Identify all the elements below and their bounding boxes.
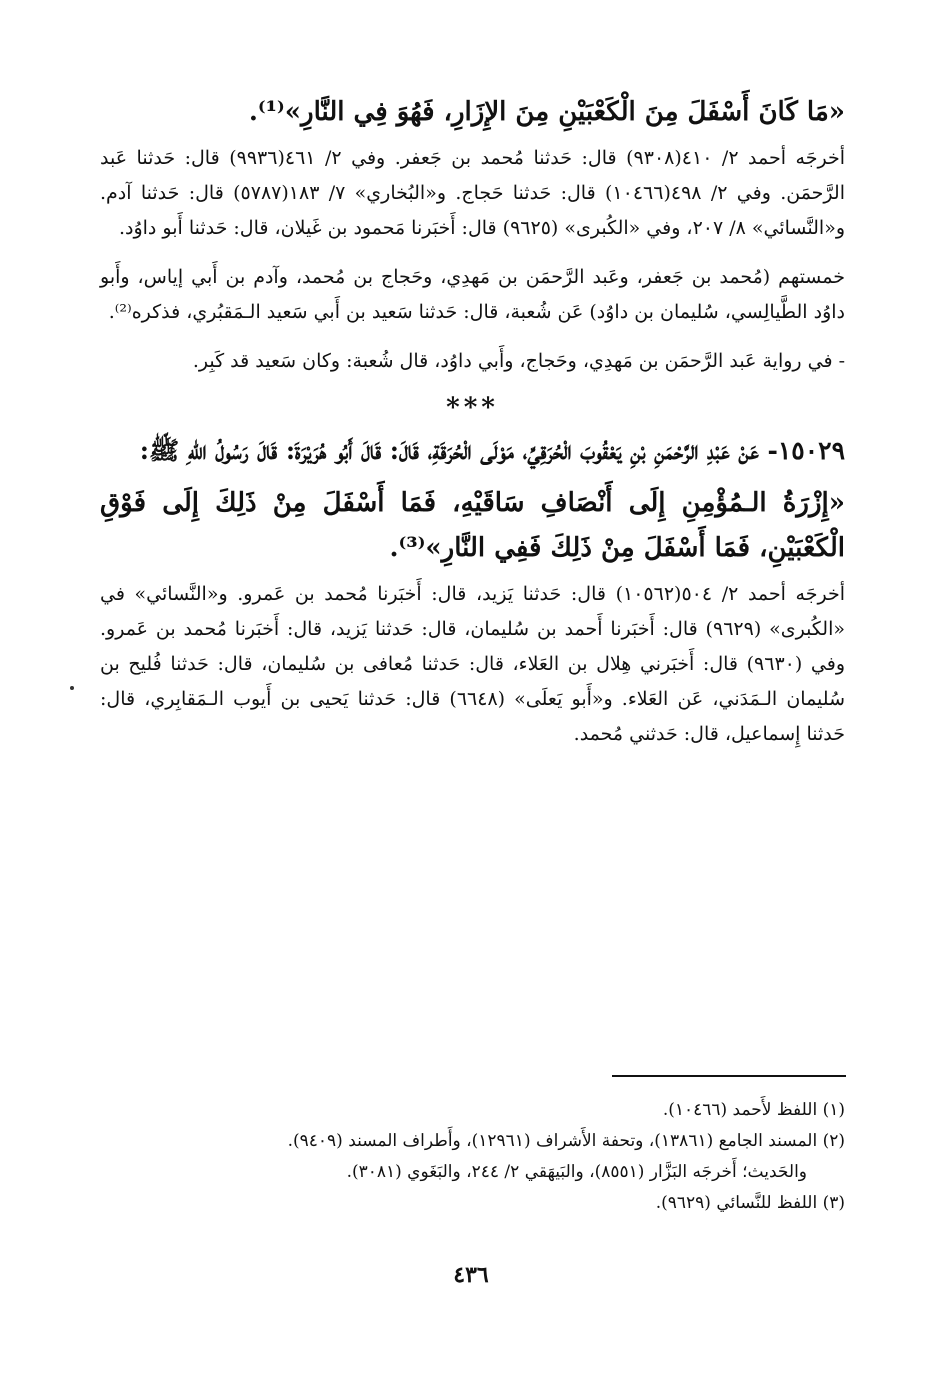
page-body <box>100 90 845 766</box>
footnotes <box>100 1095 845 1219</box>
footnote-3: (٣) اللفظ للنَّسائي (٩٦٢٩). <box>655 1193 845 1213</box>
footnote-1: (١) اللفظ لأَحمد (١٠٤٦٦). <box>662 1100 845 1120</box>
hadith-text-first: «مَا كَانَ أَسْفَلَ مِنَ الْكَعْبَيْنِ مِنَ الإِزَارِ، فَهُوَ فِي النَّارِ»⁽¹⁾. <box>248 97 845 127</box>
hadith-text-second: «إِزْرَةُ الـمُؤْمِنِ إِلَى أَنْصَافِ سَاقَيْهِ، فَمَا أَسْفَلَ مِنْ ذَلِكَ إِلَى فَوْقِ الْكَعْبَيْنِ، فَمَا أَسْفَلَ مِنْ ذَلِكَ فَفِي النَّارِ»⁽³⁾. <box>100 488 845 563</box>
footnote-divider <box>612 1075 846 1077</box>
footnote-2-continuation: والحَديث؛ أَخرجَه البَزَّار (٨٥٥١)، والبَيهَقي ٢/ ٢٤٤، والبَغَوي (٣٠٨١). <box>346 1162 807 1182</box>
section-break-stars: *** <box>446 393 499 423</box>
narration-note-paragraph: - في رواية عَبد الرَّحمَن بن مَهدِي، وحَجاج، وأَبي داوُد، قال شُعبة: وكان سَعيد قد كَبِر. <box>192 350 845 372</box>
footnote-2: (٢) المسند الجامع (١٣٨٦١)، وتحفة الأَشراف (١٢٩٦١)، وأَطراف المسند (٩٤٠٩). <box>287 1131 845 1151</box>
hadith-intro: ١٥٠٢٩- عَنْ عَبْدِ الرَّحْمَنِ بْنِ يَعْقُوبَ الْحُرَقِيِّ، مَوْلَى الْحُرَقَةِ، قَالَ: قَالَ أَبُو هُرَيْرَةَ: قَالَ رَسُولُ اللهِ ﷺ: <box>139 436 845 465</box>
isnad-summary-paragraph: خمستهم (مُحمد بن جَعفر، وعَبد الرَّحمَن بن مَهدِي، وحَجاج بن مُحمد، وآدم بن أَبي إياس، وأَبو داوُد الطَّيالِسي، سُليمان بن داوُد) عَن شُعبة، قال: حَدثنا سَعيد بن أَبي سَعيد الـمَقبُري، فذكره⁽²⁾. <box>100 266 845 323</box>
margin-speck <box>70 686 74 690</box>
takhrij-paragraph: أخرجَه أحمد ٢/ ٤١٠(٩٣٠٨) قال: حَدثنا مُحمد بن جَعفر. وفي ٢/ ٤٦١(٩٩٣٦) قال: حَدثنا عَبد الرَّحمَن. وفي ٢/ ٤٩٨(١٠٤٦٦) قال: حَدثنا حَجاج. و«البُخاري» ٧/ ١٨٣(٥٧٨٧) قال: حَدثنا آدم. و«النَّسائي» ٨/ ٢٠٧، وفي «الكُبرى» (٩٦٢٥) قال: أَخبَرنا مَحمود بن غَيلان، قال: حَدثنا أَبو داوُد. <box>100 147 845 239</box>
takhrij-paragraph-second: أخرجَه أحمد ٢/ ٥٠٤(١٠٥٦٢) قال: حَدثنا يَزيد، قال: أَخبَرنا مُحمد بن عَمرو. و«النَّسائي» في «الكُبرى» (٩٦٢٩) قال: أَخبَرنا أَحمد بن سُليمان، قال: حَدثنا يَزيد، قال: أَخبَرنا مُحمد بن عَمرو. وفي (٩٦٣٠) قال: أَخبَرني هِلال بن العَلاء، قال: حَدثنا مُعافى بن سُليمان، قال: حَدثنا فُليح بن سُليمان الـمَدَني، عَن العَلاء. و«أَبو يَعلَى» (٦٦٤٨) قال: حَدثنا يَحيى بن أَيوب الـمَقابِري، قال: حَدثنا إِسماعيل، قال: حَدثني مُحمد. <box>100 583 846 745</box>
page-number: ٤٣٦ <box>453 1262 489 1288</box>
